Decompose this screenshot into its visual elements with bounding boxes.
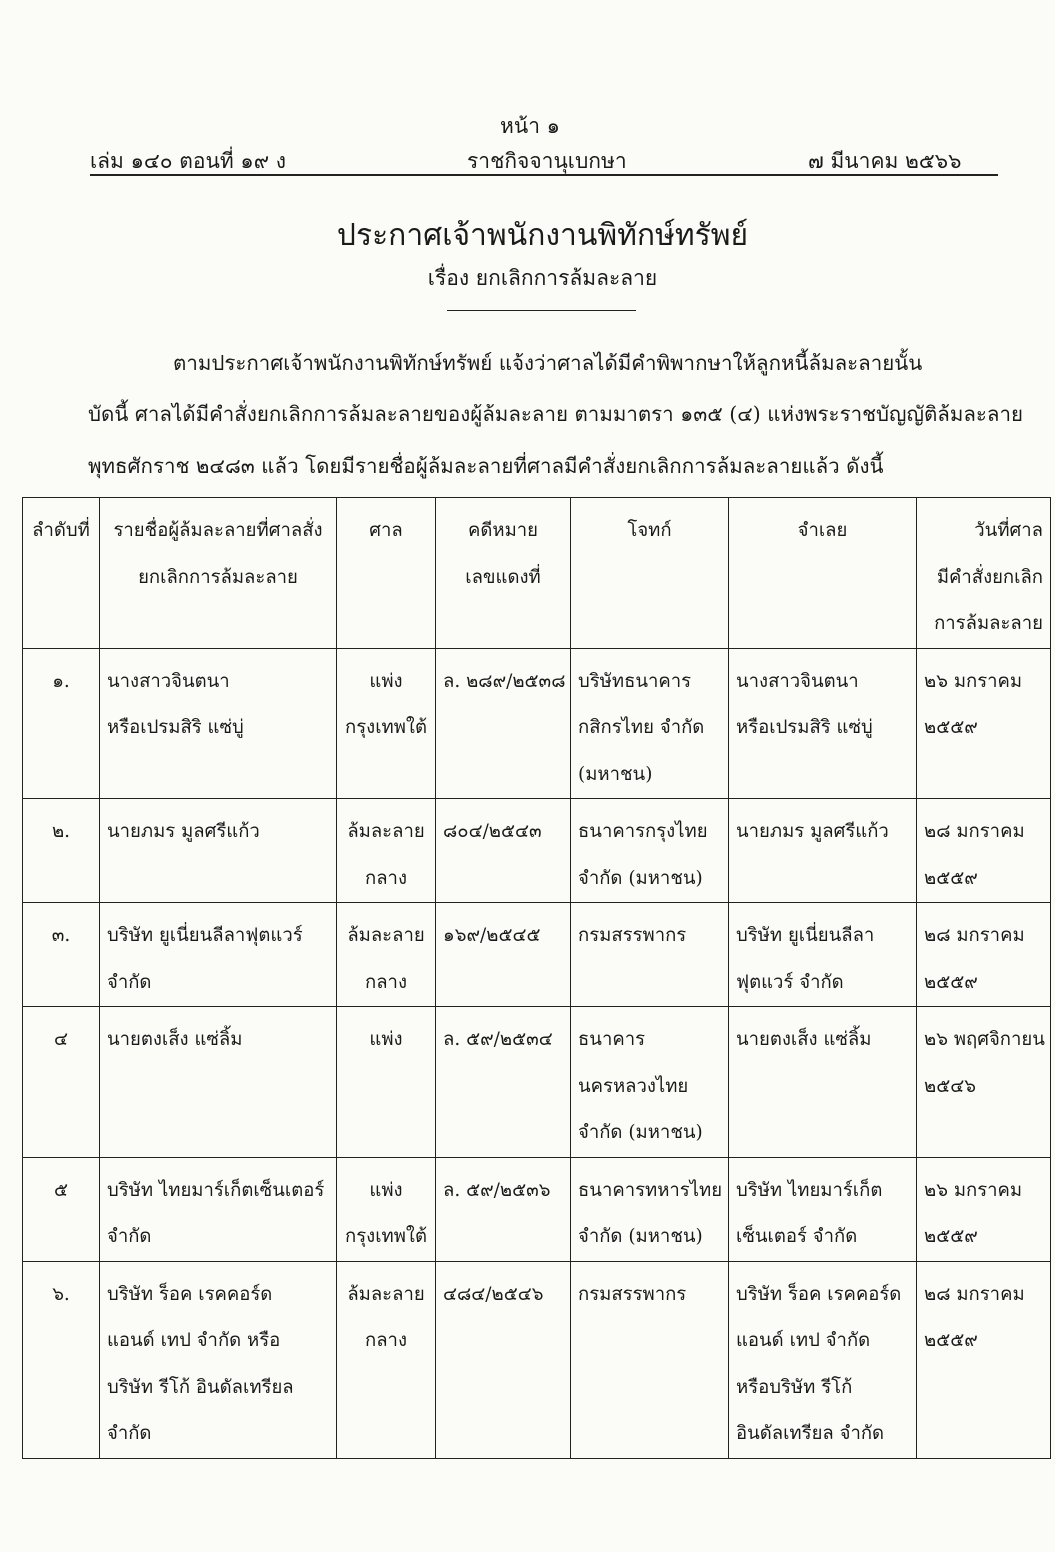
col-header-court xyxy=(337,498,436,649)
announcement-title: ประกาศเจ้าพนักงานพิทักษ์ทรัพย์ xyxy=(336,218,749,253)
cell-line: การล้มละลาย xyxy=(934,613,1043,634)
cell-line: มีคำสั่งยกเลิก xyxy=(936,566,1043,588)
cell-line: คดีหมาย xyxy=(467,520,538,541)
cell-name xyxy=(100,1157,337,1261)
cell-line: ธนาคาร xyxy=(578,1029,646,1050)
table-header-row xyxy=(23,498,1051,649)
cell-defendant xyxy=(729,1261,917,1458)
cell-line: เลขแดงที่ xyxy=(465,566,541,588)
cell-defendant xyxy=(729,799,917,903)
cell-line: กลาง xyxy=(365,867,407,889)
cell-court xyxy=(337,799,436,903)
cell-no xyxy=(23,648,100,799)
cell-line: นายตงเส็ง แซ่ลิ้ม xyxy=(736,1029,872,1050)
cell-line: ๒๕๕๙ xyxy=(924,867,978,889)
page-number: หน้า ๑ xyxy=(500,114,560,138)
cell-line: ๒๖ พฤศจิกายน xyxy=(924,1029,1045,1050)
col-header-plaintiff xyxy=(571,498,729,649)
body-line-3: พุทธศักราช ๒๔๘๓ แล้ว โดยมีรายชื่อผู้ล้มละลายที่ศาลมีคำสั่งยกเลิกการล้มละลายแล้ว ดังนี้ xyxy=(88,454,884,478)
cell-line: (มหาชน) xyxy=(578,763,653,785)
cell-case xyxy=(436,1261,571,1458)
cell-name xyxy=(100,1261,337,1458)
volume-issue: เล่ม ๑๔๐ ตอนที่ ๑๙ ง xyxy=(90,149,287,173)
cell-court xyxy=(337,1261,436,1458)
cell-defendant xyxy=(729,1157,917,1261)
cell-line: กรมสรรพากร xyxy=(578,1283,687,1305)
table-row xyxy=(23,1261,1051,1458)
title-rule xyxy=(447,310,636,311)
cell-line: ๘๐๔/๒๕๔๓ xyxy=(443,821,542,842)
cell-line: แพ่ง xyxy=(369,1179,403,1201)
cell-defendant xyxy=(729,648,917,799)
cell-defendant xyxy=(729,1007,917,1158)
cell-line: ศาล xyxy=(369,520,403,541)
col-header-name xyxy=(100,498,337,649)
col-header-case xyxy=(436,498,571,649)
cell-line: ลำดับที่ xyxy=(32,520,90,541)
cell-line: กลาง xyxy=(365,1330,407,1351)
cell-line: ล. ๕๙/๒๕๓๔ xyxy=(443,1029,553,1050)
cell-name xyxy=(100,799,337,903)
cell-line: ๒๘ มกราคม xyxy=(924,821,1025,842)
cell-line: นางสาวจินตนา xyxy=(736,670,859,692)
cell-date xyxy=(917,1007,1051,1158)
cell-line: บริษัท ร็อค เรคคอร์ด xyxy=(736,1283,902,1305)
cell-no xyxy=(23,903,100,1007)
cell-line: ๒๖ มกราคม xyxy=(924,1179,1023,1201)
cell-line: จำกัด (มหาชน) xyxy=(578,1226,703,1247)
cell-line: จำกัด xyxy=(107,1423,152,1444)
cell-line: หรือบริษัท รีโก้ xyxy=(736,1376,853,1398)
cell-no xyxy=(23,1261,100,1458)
cell-line: ธนาคารกรุงไทย xyxy=(578,821,708,842)
cell-line: แอนด์ เทป จำกัด xyxy=(736,1330,871,1351)
cell-line: ๑๖๙/๒๕๔๕ xyxy=(443,925,541,946)
cell-line: นายภมร มูลศรีแก้ว xyxy=(107,821,260,842)
cell-no xyxy=(23,1157,100,1261)
cell-line: บริษัท ยูเนี่ยนลีลาฟุตแวร์ xyxy=(107,925,303,946)
cell-plaintiff xyxy=(571,799,729,903)
cell-name xyxy=(100,1007,337,1158)
cell-line: ๒๕๕๙ xyxy=(924,717,978,738)
cell-line: จำกัด (มหาชน) xyxy=(578,867,703,889)
cell-line: ล. ๒๘๙/๒๕๓๘ xyxy=(443,670,566,692)
cell-line: นายตงเส็ง แซ่ลิ้ม xyxy=(107,1029,243,1050)
cell-court xyxy=(337,1007,436,1158)
cell-line: กรมสรรพากร xyxy=(578,925,687,946)
table-row xyxy=(23,1007,1051,1158)
publish-date: ๗ มีนาคม ๒๕๖๖ xyxy=(808,149,962,173)
cell-line: บริษัท ไทยมาร์เก็ต xyxy=(736,1179,883,1201)
cell-line: จำเลย xyxy=(797,520,848,541)
cell-line: ๒๕๕๙ xyxy=(924,1226,978,1247)
cell-plaintiff xyxy=(571,1157,729,1261)
header-rule xyxy=(90,174,998,176)
cell-line: ๒๘ มกราคม xyxy=(924,1283,1025,1305)
cell-line: กรุงเทพใต้ xyxy=(345,717,427,738)
cancellation-table xyxy=(22,497,1051,1459)
cell-court xyxy=(337,1157,436,1261)
col-header-defendant xyxy=(729,498,917,649)
table-row xyxy=(23,648,1051,799)
cell-line: ๒๕๕๙ xyxy=(924,971,978,993)
cell-line: บริษัท ยูเนี่ยนลีลา xyxy=(736,925,875,946)
cell-case xyxy=(436,1157,571,1261)
table-row xyxy=(23,903,1051,1007)
cell-plaintiff xyxy=(571,648,729,799)
cell-name xyxy=(100,648,337,799)
cell-case xyxy=(436,1007,571,1158)
cell-line: เซ็นเตอร์ จำกัด xyxy=(736,1226,858,1247)
cell-court xyxy=(337,648,436,799)
cell-line: กรุงเทพใต้ xyxy=(345,1226,427,1247)
cell-line: ล. ๕๙/๒๕๓๖ xyxy=(443,1179,551,1201)
cell-plaintiff xyxy=(571,1007,729,1158)
cell-line: แพ่ง xyxy=(369,670,403,692)
cell-line: โจทก์ xyxy=(627,520,672,541)
cell-line: กลาง xyxy=(365,971,407,993)
cell-case xyxy=(436,903,571,1007)
cell-line: ล้มละลาย xyxy=(347,821,425,842)
cell-line: จำกัด (มหาชน) xyxy=(578,1122,703,1143)
cell-line: แพ่ง xyxy=(369,1029,403,1050)
cell-date xyxy=(917,903,1051,1007)
cell-line: ๔๘๔/๒๕๔๖ xyxy=(443,1283,544,1305)
cell-plaintiff xyxy=(571,903,729,1007)
cell-line: ๑. xyxy=(52,670,70,692)
announcement-subject: เรื่อง ยกเลิกการล้มละลาย xyxy=(427,266,658,290)
cell-line: ๖. xyxy=(52,1283,70,1305)
cell-case xyxy=(436,799,571,903)
cell-date xyxy=(917,1261,1051,1458)
cell-line: ๒. xyxy=(51,821,71,842)
cell-date xyxy=(917,799,1051,903)
cell-case xyxy=(436,648,571,799)
cell-line: กสิกรไทย จำกัด xyxy=(578,717,705,738)
table-body xyxy=(23,648,1051,1458)
cell-line: รายชื่อผู้ล้มละลายที่ศาลสั่ง xyxy=(113,520,323,541)
cell-line: ๕ xyxy=(53,1179,68,1201)
body-line-1: ตามประกาศเจ้าพนักงานพิทักษ์ทรัพย์ แจ้งว่าศาลได้มีคำพิพากษาให้ลูกหนี้ล้มละลายนั้น xyxy=(173,351,923,375)
cell-line: ๒๘ มกราคม xyxy=(924,925,1025,946)
cell-line: บริษัทธนาคาร xyxy=(578,670,692,692)
cell-line: หรือเปรมสิริ แซ่บู่ xyxy=(736,717,873,738)
cell-line: ๒๖ มกราคม xyxy=(924,670,1023,692)
col-header-date xyxy=(917,498,1051,649)
cell-date xyxy=(917,1157,1051,1261)
cell-line: ยกเลิกการล้มละลาย xyxy=(138,566,298,588)
cell-line: นายภมร มูลศรีแก้ว xyxy=(736,821,889,842)
cell-line: นางสาวจินตนา xyxy=(107,670,230,692)
cell-line: บริษัท ร็อค เรคคอร์ด xyxy=(107,1283,273,1305)
cell-line: นครหลวงไทย xyxy=(578,1075,689,1097)
cell-line: จำกัด xyxy=(107,971,152,993)
cell-line: ล้มละลาย xyxy=(347,925,425,946)
cell-date xyxy=(917,648,1051,799)
cell-line: หรือเปรมสิริ แซ่บู่ xyxy=(107,717,244,738)
cell-line: อินดัลเทรียล จำกัด xyxy=(736,1423,885,1444)
table-row xyxy=(23,1157,1051,1261)
cell-defendant xyxy=(729,903,917,1007)
table-row xyxy=(23,799,1051,903)
cell-line: จำกัด xyxy=(107,1226,152,1247)
cell-line: ๒๕๕๙ xyxy=(924,1330,978,1351)
cell-line: ๓. xyxy=(51,925,71,946)
cell-no xyxy=(23,799,100,903)
cell-court xyxy=(337,903,436,1007)
cell-line: แอนด์ เทป จำกัด หรือ xyxy=(107,1330,281,1351)
cell-line: ฟุตแวร์ จำกัด xyxy=(736,971,844,993)
cell-no xyxy=(23,1007,100,1158)
col-header-no xyxy=(23,498,100,649)
cell-line: ธนาคารทหารไทย xyxy=(578,1179,723,1201)
cell-line: ๒๕๔๖ xyxy=(924,1075,976,1097)
cell-line: บริษัท ไทยมาร์เก็ตเซ็นเตอร์ xyxy=(107,1179,325,1201)
gazette-name: ราชกิจจานุเบกษา xyxy=(467,149,627,173)
cell-line: วันที่ศาล xyxy=(974,520,1043,541)
cell-plaintiff xyxy=(571,1261,729,1458)
cell-line: บริษัท รีโก้ อินดัลเทรียล xyxy=(107,1376,294,1398)
cell-line: ๔ xyxy=(53,1029,68,1050)
cell-name xyxy=(100,903,337,1007)
cell-line: ล้มละลาย xyxy=(347,1283,425,1305)
body-line-2: บัดนี้ ศาลได้มีคำสั่งยกเลิกการล้มละลายของผู้ล้มละลาย ตามมาตรา ๑๓๕ (๔) แห่งพระราชบัญญัติล้มละลาย xyxy=(88,402,1023,426)
